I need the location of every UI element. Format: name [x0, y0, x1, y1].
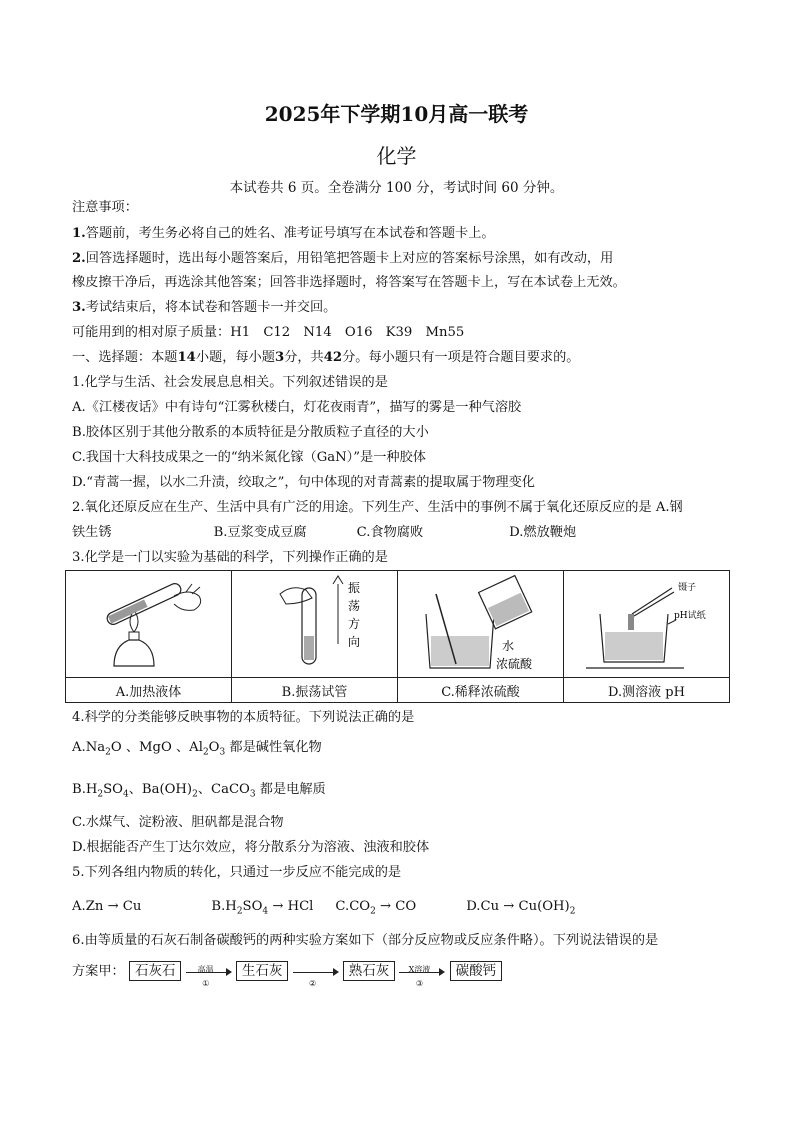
q3-label-shake-2: 荡	[347, 599, 360, 613]
q3-label-shake-3: 方	[347, 617, 360, 631]
exam-intro: 本试卷共 6 页。全卷满分 100 分，考试时间 60 分钟。	[229, 180, 564, 196]
notice-item-2: 2.回答选择题时，选出每小题答案后，用铅笔把答题卡上对应的答案标号涂黑，如有改动，用	[72, 251, 614, 266]
q3-label-water: 水	[501, 639, 514, 653]
q3-figure-b	[232, 571, 398, 678]
q6-box-calcium-carbonate: 碳酸钙	[450, 961, 503, 981]
q6-box-limestone: 石灰石	[129, 961, 182, 981]
notice-item-3: 3.考试结束后，将本试卷和答题卡一并交回。	[72, 300, 337, 315]
notice-heading: 注意事项：	[72, 200, 138, 215]
q6-arrow-3: X溶液 ③	[399, 963, 445, 981]
q4-stem: 4.科学的分类能够反映事物的本质特征。下列说法正确的是	[72, 710, 415, 725]
exam-title: 2025年下学期10月高一联考	[264, 102, 529, 126]
notice-item-2-cont: 橡皮擦干净后，再选涂其他答案；回答非选择题时，将答案写在答题卡上，写在本试卷上无效。	[72, 275, 626, 290]
q6-arrow-1: 高温 ①	[186, 963, 232, 981]
q6-arrow-2: ②	[293, 963, 339, 981]
q3-label-acid: 浓硫酸	[495, 657, 532, 671]
q3-label-shake-4: 向	[347, 635, 360, 649]
q3-caption-d: D.测溶液 pH	[564, 678, 730, 703]
subject-title: 化学	[376, 144, 417, 168]
q3-caption-b: B.振荡试管	[232, 678, 398, 703]
q3-label-shake-1: 振	[347, 581, 360, 595]
q3-figure-c	[398, 571, 564, 678]
q3-stem: 3.化学是一门以实验为基础的科学，下列操作正确的是	[72, 550, 388, 565]
q3-figure-a	[66, 571, 232, 678]
atomic-masses: 可能用到的相对原子质量：H1 C12 N14 O16 K39 Mn55	[72, 325, 465, 340]
q6-scheme-a: 方案甲： 石灰石 高温 ① 生石灰 ② 熟石灰 X溶液 ③ 碳酸钙	[72, 961, 502, 982]
q6-box-quicklime: 生石灰	[236, 961, 289, 981]
q6-box-slaked-lime: 熟石灰	[343, 961, 396, 981]
q1-option-c: C.我国十大科技成果之一的“纳米氮化镓（GaN）”是一种胶体	[72, 450, 426, 465]
q3-label-ph-paper: pH试纸	[673, 611, 706, 621]
q2-stem: 2.氧化还原反应在生产、生活中具有广泛的用途。下列生产、生活中的事例不属于氧化还原反应的是 A.钢	[72, 500, 683, 515]
section-1-heading: 一、选择题：本题14小题，每小题3分，共42分。每小题只有一项是符合题目要求的。	[72, 350, 580, 365]
q2-options: 铁生锈 B.豆浆变成豆腐 C.食物腐败 D.燃放鞭炮	[72, 525, 577, 540]
q1-option-a: A.《江楼夜话》中有诗句“江雾秋楼白，灯花夜雨青”，描写的雾是一种气溶胶	[72, 400, 522, 415]
q4-option-d: D.根据能否产生丁达尔效应，将分散系分为溶液、浊液和胶体	[72, 840, 430, 855]
q4-option-a: $A.Na_2O$ 、MgO 、$Al_2O_3$ 都是碱性氧化物	[72, 740, 322, 758]
q3-figure-table	[65, 570, 730, 703]
q3-caption-a: A.加热液体	[66, 678, 232, 703]
q1-stem: 1.化学与生活、社会发展息息相关。下列叙述错误的是	[72, 375, 388, 390]
q4-option-c: C.水煤气、淀粉液、胆矾都是混合物	[72, 815, 284, 830]
q5-options: A.Zn → Cu $B.H_2SO_4$ → HCl $C.CO_2$ → CO $D.Cu \to Cu(OH)_2$	[72, 899, 576, 917]
notice-item-1: 1.答题前，考生务必将自己的姓名、准考证号填写在本试卷和答题卡上。	[72, 226, 495, 241]
q3-label-tweezers: 镊子	[677, 583, 696, 593]
q3-caption-c: C.稀释浓硫酸	[398, 678, 564, 703]
q6-stem: 6.由等质量的石灰石制备碳酸钙的两种实验方案如下（部分反应物或反应条件略）。下列说法错误的是	[72, 933, 659, 948]
q1-option-d: D.“青蒿一握，以水二升渍，绞取之”，句中体现的对青蒿素的提取属于物理变化	[72, 475, 535, 490]
q3-figure-d	[564, 571, 730, 678]
q4-option-b: $B.H_2SO_4$、$Ba(OH)_2$、CaCO$_3$ 都是电解质	[72, 782, 326, 800]
q5-stem: 5.下列各组内物质的转化，只通过一步反应不能完成的是	[72, 865, 402, 880]
q1-option-b: B.胶体区别于其他分散系的本质特征是分散质粒子直径的大小	[72, 425, 429, 440]
